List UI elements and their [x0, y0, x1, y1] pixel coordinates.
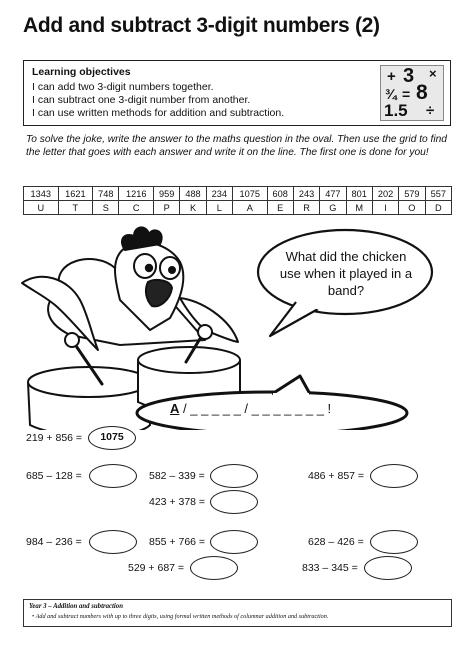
code-letter: A — [233, 201, 268, 215]
question-9: 529 + 687 = — [128, 562, 185, 574]
question-7: 855 + 766 = — [149, 536, 206, 548]
divide-symbol: ÷ — [426, 102, 435, 119]
answer-oval-7[interactable] — [210, 530, 258, 554]
code-number: 557 — [425, 187, 451, 201]
learning-objectives-box — [23, 60, 451, 126]
question-10: 833 – 345 = — [302, 562, 358, 574]
code-number: 579 — [399, 187, 425, 201]
code-number: 243 — [293, 187, 319, 201]
code-letter: K — [180, 201, 206, 215]
answer-first-letter: A — [170, 401, 180, 416]
footer-title: Year 3 – Addition and subtraction — [29, 603, 123, 610]
code-number: 202 — [372, 187, 398, 201]
objective-1: I can add two 3-digit numbers together. — [32, 81, 214, 93]
footer-bullet: • Add and subtract numbers with up to three digits, using formal written methods of columnar addition and subtraction. — [32, 613, 329, 620]
code-letter: E — [267, 201, 293, 215]
curriculum-footer — [23, 599, 452, 627]
code-letter: C — [119, 201, 154, 215]
code-letter: I — [372, 201, 398, 215]
answer-oval-2[interactable] — [89, 464, 137, 488]
answer-oval-3[interactable] — [210, 464, 258, 488]
objectives-heading: Learning objectives — [32, 66, 131, 78]
page-title: Add and subtract 3-digit numbers (2) — [23, 14, 380, 37]
number-three: 3 — [403, 65, 415, 87]
chicken-hand-icon — [198, 325, 212, 339]
code-number: 1621 — [58, 187, 93, 201]
speech-bubble-text: What did the chicken use when it played in a band? — [279, 249, 413, 298]
question-6: 984 – 236 = — [26, 536, 82, 548]
chicken-hand-icon — [65, 333, 79, 347]
plus-symbol: + — [387, 68, 396, 85]
times-symbol: × — [429, 66, 437, 81]
code-grid-numbers-row — [24, 187, 452, 201]
code-number: 1075 — [233, 187, 268, 201]
code-grid — [23, 186, 452, 215]
question-2: 685 – 128 = — [26, 470, 82, 482]
code-number: 608 — [267, 187, 293, 201]
equals-symbol: = — [402, 86, 411, 102]
code-letter: D — [425, 201, 451, 215]
maths-symbols-icon — [380, 65, 444, 121]
code-letter: R — [293, 201, 319, 215]
answer-oval-6[interactable] — [89, 530, 137, 554]
answer-oval-10[interactable] — [364, 556, 412, 580]
objective-2: I can subtract one 3-digit number from another. — [32, 94, 251, 106]
code-grid-letters-row — [24, 201, 452, 215]
answer-oval-4[interactable] — [370, 464, 418, 488]
code-number: 1216 — [119, 187, 154, 201]
code-number: 959 — [154, 187, 180, 201]
question-1: 219 + 856 = — [26, 432, 83, 444]
code-letter: T — [58, 201, 93, 215]
question-4: 486 + 857 = — [308, 470, 365, 482]
drum-icon — [28, 367, 150, 430]
answer-oval-5[interactable] — [210, 490, 258, 514]
joke-answer-line[interactable] — [170, 401, 331, 416]
answer-blanks: / _ _ _ _ _ / _ _ _ _ _ _ _ ! — [179, 401, 332, 416]
instructions-text: To solve the joke, write the answer to the maths question in the oval. Then use the grid to find the letter that goes with each answer and write it on the line. The first one is done for you! — [26, 134, 447, 158]
answer-oval-9[interactable] — [190, 556, 238, 580]
fraction-three-quarters: ¾ — [385, 86, 397, 102]
objective-3: I can use written methods for addition and subtraction. — [32, 107, 285, 119]
code-letter: U — [24, 201, 59, 215]
code-letter: O — [399, 201, 425, 215]
question-8: 628 – 426 = — [308, 536, 364, 548]
question-5: 423 + 378 = — [149, 496, 206, 508]
decimal-number: 1.5 — [384, 101, 408, 120]
code-number: 477 — [320, 187, 346, 201]
code-letter: L — [206, 201, 232, 215]
code-letter: M — [346, 201, 372, 215]
code-number: 748 — [93, 187, 119, 201]
answer-oval-8[interactable] — [370, 530, 418, 554]
code-number: 1343 — [24, 187, 59, 201]
code-letter: S — [93, 201, 119, 215]
code-letter: P — [154, 201, 180, 215]
code-number: 488 — [180, 187, 206, 201]
code-number: 234 — [206, 187, 232, 201]
question-3: 582 – 339 = — [149, 470, 205, 482]
answer-oval-1[interactable]: 1075 — [88, 426, 136, 450]
code-number: 801 — [346, 187, 372, 201]
code-letter: G — [320, 201, 346, 215]
number-eight: 8 — [416, 81, 428, 104]
